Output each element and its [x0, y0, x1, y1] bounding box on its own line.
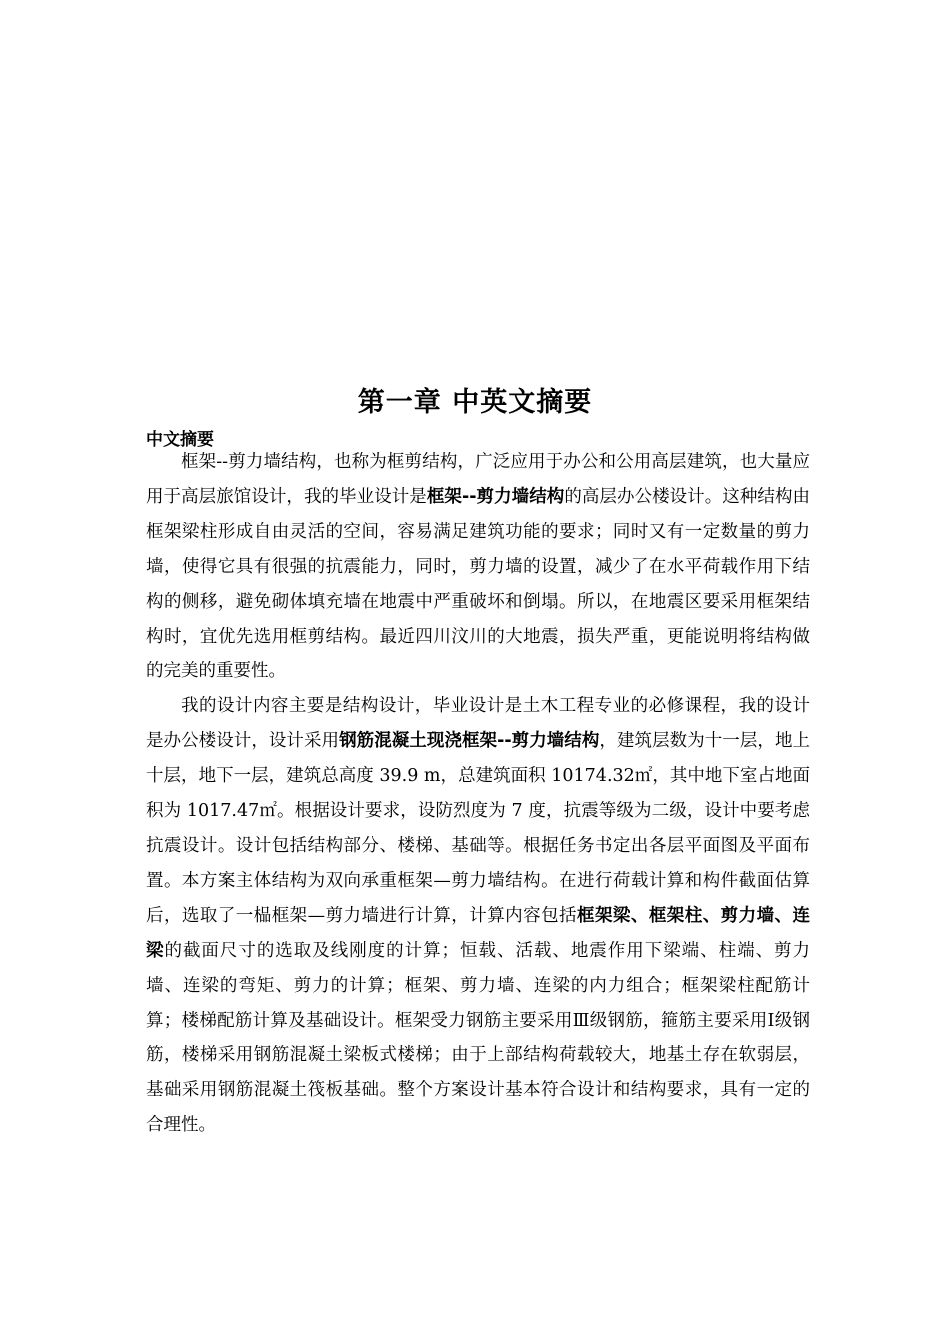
paragraph-1-bold-a: 框架--剪力墙结构 [426, 486, 565, 507]
paragraph-2-bold-a: 钢筋混凝土现浇框架--剪力墙结构 [339, 731, 600, 752]
paragraph-2-text-a: 我的设计内容主要是结构设计，毕业设计是土木工程专业的必修课程，我的设计是办公楼设计，设计采用 [146, 696, 810, 752]
paragraph-1-text-a: 框架--剪力墙结构，也称为框剪结构，广泛应用于办公和公用高层建筑，也大量应用于高层旅馆设计，我的毕业设计是 [146, 452, 810, 507]
paragraph-1-text-b: 的高层办公楼设计。这种结构由框架梁柱形成自由灵活的空间，容易满足建筑功能的要求；同时又有一定数量的剪力墙，使得它具有很强的抗震能力，同时，剪力墙的设置，减少了在水平荷载作用下结构的侧移，避免砌体填充墙在地震中严重破坏和倒塌。所以，在地震区要采用框架结构时，宜优先选用框剪结构。最近四川汶川的大地震，损失严重，更能说明将结构做的完美的重要性。 [146, 486, 811, 682]
paragraph-2-text-c: 的截面尺寸的选取及线刚度的计算；恒载、活载、地震作用下梁端、柱端、剪力墙、连梁的弯矩、剪力的计算；框架、剪力墙、连梁的内力组合；框架梁柱配筋计算；楼梯配筋计算及基础设计。框架受力钢筋主要采用Ⅲ级钢筋，箍筋主要采用Ⅰ级钢筋，楼梯采用钢筋混凝土梁板式楼梯；由于上部结构荷载较大，地基土存在软弱层，基础采用钢筋混凝土筏板基础。整个方案设计基本符合设计和结构要求，具有一定的合理性。 [146, 940, 811, 1136]
paragraph-2-text-b: ，建筑层数为十一层，地上十层，地下一层，建筑总高度 39.9 m，总建筑面积 10174.32㎡，其中地下室占地面积为 1017.47㎡。根据设计要求，设防烈度为 7 度，抗震等级为二级，设计中要考虑抗震设计。设计包括结构部分、楼梯、基础等。根据任务书定出各层平面图及平面布置。本方案主体结构为双向承重框架—剪力墙结构。在进行荷载计算和构件截面估算后，选取了一榀框架—剪力墙进行计算，计算内容包括 [146, 731, 811, 926]
abstract-body [146, 445, 810, 1143]
paragraph-2 [146, 689, 810, 1143]
chapter-title: 第一章 中英文摘要 [357, 387, 593, 418]
section-heading: 中文摘要 [146, 430, 214, 450]
paragraph-2-bold-b: 框架梁、框架柱、剪力墙、连梁 [146, 905, 810, 961]
paragraph-1 [146, 445, 810, 689]
